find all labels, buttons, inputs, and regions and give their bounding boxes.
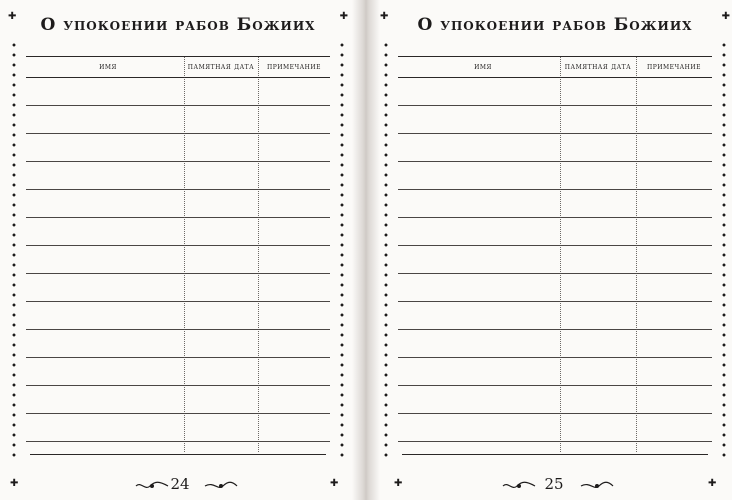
table-row bbox=[398, 245, 712, 246]
table-row bbox=[26, 301, 330, 302]
table-row bbox=[398, 441, 712, 442]
table-row bbox=[26, 245, 330, 246]
column-header-name: имя bbox=[474, 62, 492, 71]
table-row bbox=[26, 273, 330, 274]
column-divider bbox=[560, 57, 561, 452]
table-row bbox=[398, 217, 712, 218]
column-header-note: примечание bbox=[266, 62, 322, 71]
table-row bbox=[398, 161, 712, 162]
cross-icon: ✚ bbox=[708, 478, 717, 489]
column-divider bbox=[636, 57, 637, 452]
dotted-border-left bbox=[10, 10, 18, 458]
table-row bbox=[26, 133, 330, 134]
header-rule bbox=[26, 77, 330, 78]
page-left bbox=[0, 0, 358, 500]
cross-icon: ✚ bbox=[339, 11, 348, 22]
dotted-border-right bbox=[720, 10, 728, 458]
table-row bbox=[26, 385, 330, 386]
table-bottom-rule bbox=[402, 454, 708, 455]
column-divider bbox=[258, 57, 259, 452]
cross-icon: ✚ bbox=[394, 478, 403, 489]
cross-icon: ✚ bbox=[380, 11, 389, 22]
table-row bbox=[26, 441, 330, 442]
cross-icon: ✚ bbox=[8, 11, 17, 22]
table-row bbox=[398, 105, 712, 106]
column-header-date: памятная дата bbox=[564, 62, 632, 71]
table-row bbox=[26, 189, 330, 190]
flourish-ornament-icon bbox=[502, 481, 536, 491]
flourish-ornament-icon bbox=[580, 481, 614, 491]
page-number: 24 bbox=[170, 475, 190, 493]
table-row bbox=[26, 329, 330, 330]
table-row bbox=[398, 413, 712, 414]
table-row bbox=[26, 357, 330, 358]
table-row bbox=[398, 329, 712, 330]
dotted-border-left bbox=[382, 10, 390, 458]
page-frame bbox=[8, 10, 348, 458]
table-row bbox=[398, 301, 712, 302]
book-gutter bbox=[352, 0, 380, 500]
table-row bbox=[26, 105, 330, 106]
page-title: О упокоении рабов Божиих bbox=[417, 15, 693, 35]
flourish-ornament-icon bbox=[135, 481, 169, 491]
cross-icon: ✚ bbox=[10, 478, 19, 489]
column-header-date: памятная дата bbox=[187, 62, 255, 71]
memorial-table bbox=[26, 56, 330, 452]
memorial-table bbox=[398, 56, 712, 452]
table-row bbox=[398, 189, 712, 190]
page-right bbox=[374, 0, 732, 500]
table-row bbox=[398, 385, 712, 386]
cross-icon: ✚ bbox=[721, 11, 730, 22]
column-header-name: имя bbox=[99, 62, 117, 71]
table-row bbox=[26, 413, 330, 414]
column-divider bbox=[184, 57, 185, 452]
dotted-border-right bbox=[338, 10, 346, 458]
page-footer bbox=[0, 474, 358, 498]
header-rule bbox=[398, 77, 712, 78]
table-row bbox=[398, 133, 712, 134]
table-bottom-rule bbox=[30, 454, 326, 455]
column-header-note: примечание bbox=[646, 62, 702, 71]
flourish-ornament-icon bbox=[204, 481, 238, 491]
page-title: О упокоении рабов Божиих bbox=[40, 15, 316, 35]
page-frame bbox=[380, 10, 730, 458]
table-row bbox=[398, 273, 712, 274]
page-number: 25 bbox=[544, 475, 564, 493]
table-row bbox=[26, 217, 330, 218]
cross-icon: ✚ bbox=[330, 478, 339, 489]
table-row bbox=[26, 161, 330, 162]
page-footer bbox=[374, 474, 732, 498]
table-row bbox=[398, 357, 712, 358]
